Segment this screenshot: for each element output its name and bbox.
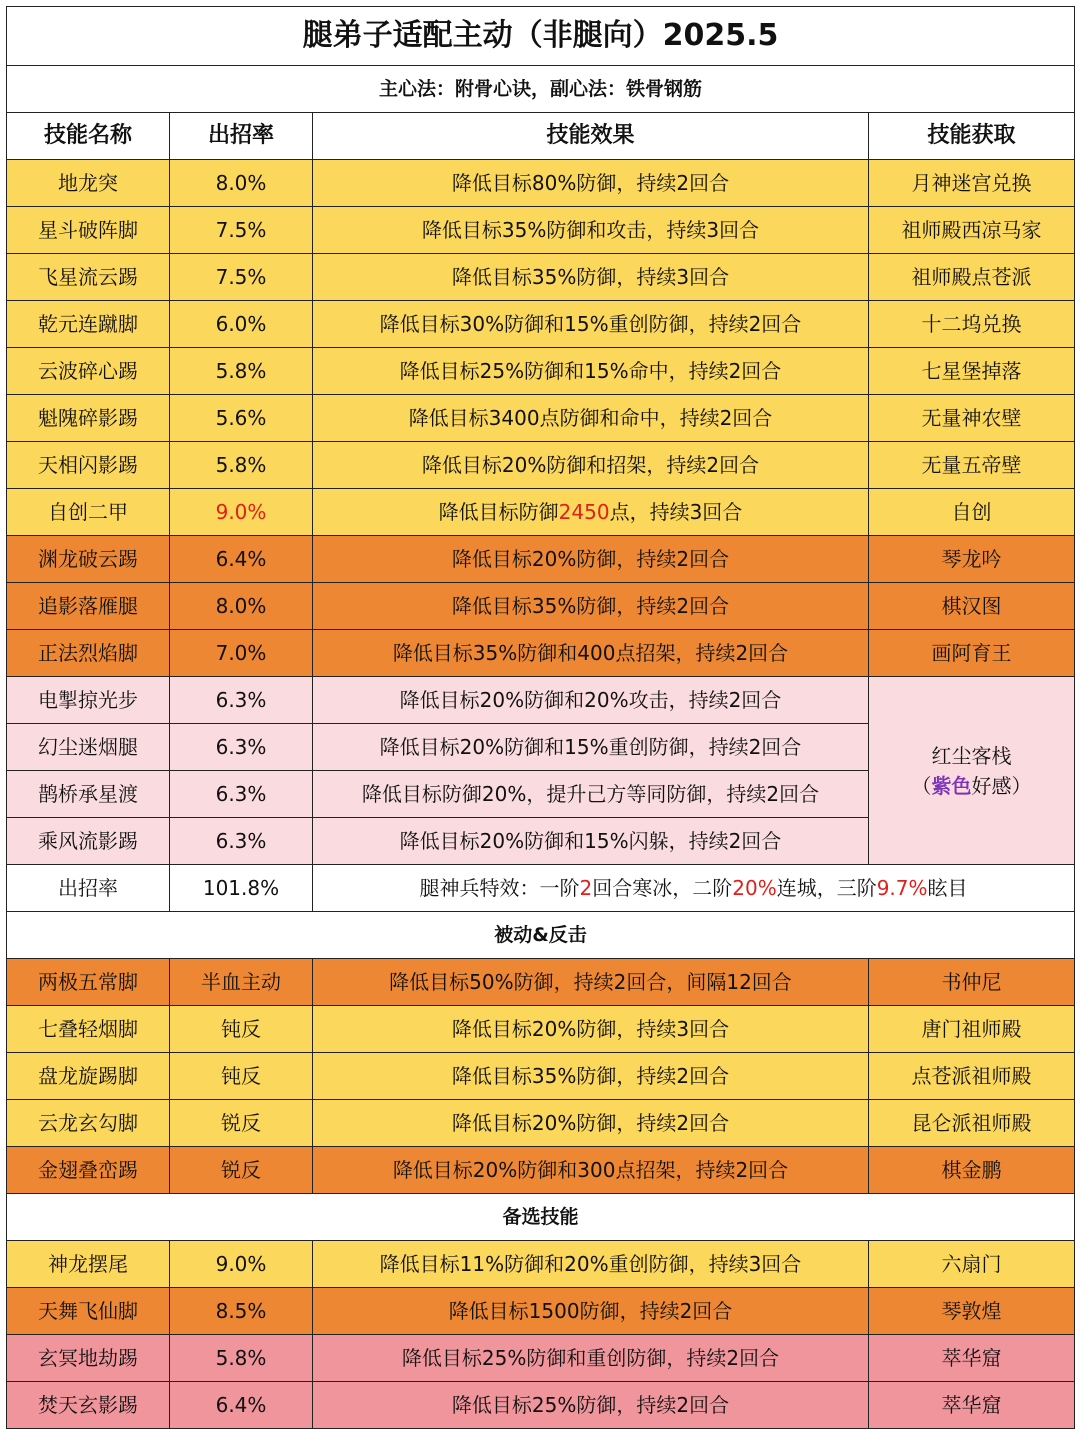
skill-effect: 降低目标35%防御，持续2回合 <box>313 1053 869 1100</box>
table-row <box>7 1147 1075 1194</box>
skill-name: 正法烈焰脚 <box>7 630 170 677</box>
skill-name: 天相闪影踢 <box>7 442 170 489</box>
skill-effect: 降低目标防御20%，提升己方等同防御，持续2回合 <box>313 771 869 818</box>
skill-name: 魁隗碎影踢 <box>7 395 170 442</box>
header-effect: 技能效果 <box>313 113 869 160</box>
source-inn-note: （紫色好感） <box>911 773 1032 798</box>
total-label: 出招率 <box>7 865 170 912</box>
table-row <box>7 536 1075 583</box>
skill-rate: 钝反 <box>170 1006 313 1053</box>
table-row <box>7 348 1075 395</box>
header-source: 技能获取 <box>869 113 1075 160</box>
skill-name: 自创二甲 <box>7 489 170 536</box>
skill-source: 棋金鹏 <box>869 1147 1075 1194</box>
table-row <box>7 207 1075 254</box>
subtitle-row <box>7 66 1075 113</box>
skill-rate: 7.5% <box>170 207 313 254</box>
table-row <box>7 1053 1075 1100</box>
skill-name: 渊龙破云踢 <box>7 536 170 583</box>
skill-table-container <box>6 6 1075 1429</box>
skill-name: 追影落雁腿 <box>7 583 170 630</box>
skill-name: 乘风流影踢 <box>7 818 170 865</box>
table-row <box>7 301 1075 348</box>
header-row <box>7 113 1075 160</box>
skill-source: 六扇门 <box>869 1241 1075 1288</box>
skill-table <box>6 6 1075 1429</box>
skill-source: 祖师殿西凉马家 <box>869 207 1075 254</box>
skill-source: 萃华窟 <box>869 1335 1075 1382</box>
skill-name: 两极五常脚 <box>7 959 170 1006</box>
skill-rate: 8.5% <box>170 1288 313 1335</box>
table-row <box>7 583 1075 630</box>
skill-rate: 钝反 <box>170 1053 313 1100</box>
section-title-passive: 被动&反击 <box>7 912 1075 959</box>
skill-source: 棋汉图 <box>869 583 1075 630</box>
skill-source: 无量神农壁 <box>869 395 1075 442</box>
effect-highlight: 2450 <box>558 500 610 524</box>
skill-name: 神龙摆尾 <box>7 1241 170 1288</box>
skill-rate: 5.6% <box>170 395 313 442</box>
total-row <box>7 865 1075 912</box>
table-row <box>7 1382 1075 1429</box>
mind-method-subtitle: 主心法：附骨心诀，副心法：铁骨钢筋 <box>7 66 1075 113</box>
skill-rate: 6.3% <box>170 724 313 771</box>
skill-rate: 5.8% <box>170 1335 313 1382</box>
skill-source: 萃华窟 <box>869 1382 1075 1429</box>
table-row <box>7 489 1075 536</box>
skill-source: 自创 <box>869 489 1075 536</box>
section-row <box>7 1194 1075 1241</box>
skill-effect: 降低目标35%防御，持续2回合 <box>313 583 869 630</box>
skill-source: 七星堡掉落 <box>869 348 1075 395</box>
skill-rate-highlight: 9.0% <box>170 489 313 536</box>
skill-name: 鹊桥承星渡 <box>7 771 170 818</box>
skill-source: 祖师殿点苍派 <box>869 254 1075 301</box>
skill-effect: 降低目标35%防御和400点招架，持续2回合 <box>313 630 869 677</box>
table-row <box>7 677 1075 724</box>
skill-rate: 7.0% <box>170 630 313 677</box>
skill-name: 天舞飞仙脚 <box>7 1288 170 1335</box>
skill-rate: 锐反 <box>170 1100 313 1147</box>
table-row <box>7 160 1075 207</box>
table-row <box>7 1006 1075 1053</box>
table-row <box>7 1335 1075 1382</box>
skill-effect <box>313 489 869 536</box>
skill-effect: 降低目标20%防御，持续3回合 <box>313 1006 869 1053</box>
skill-effect: 降低目标20%防御和15%重创防御，持续2回合 <box>313 724 869 771</box>
table-row <box>7 442 1075 489</box>
skill-name: 金翅叠峦踢 <box>7 1147 170 1194</box>
skill-effect: 降低目标1500防御，持续2回合 <box>313 1288 869 1335</box>
skill-name: 幻尘迷烟腿 <box>7 724 170 771</box>
skill-effect: 降低目标20%防御和300点招架，持续2回合 <box>313 1147 869 1194</box>
skill-effect: 降低目标35%防御，持续3回合 <box>313 254 869 301</box>
skill-rate: 9.0% <box>170 1241 313 1288</box>
skill-rate: 6.4% <box>170 1382 313 1429</box>
skill-effect: 降低目标20%防御，持续2回合 <box>313 536 869 583</box>
skill-source: 唐门祖师殿 <box>869 1006 1075 1053</box>
skill-rate: 6.0% <box>170 301 313 348</box>
header-rate: 出招率 <box>170 113 313 160</box>
skill-effect: 降低目标25%防御和重创防御，持续2回合 <box>313 1335 869 1382</box>
skill-name: 盘龙旋踢脚 <box>7 1053 170 1100</box>
skill-effect: 降低目标25%防御和15%命中，持续2回合 <box>313 348 869 395</box>
skill-effect: 降低目标35%防御和攻击，持续3回合 <box>313 207 869 254</box>
skill-effect: 降低目标20%防御和20%攻击，持续2回合 <box>313 677 869 724</box>
purple-affinity: 紫色 <box>931 773 972 798</box>
skill-effect: 降低目标80%防御，持续2回合 <box>313 160 869 207</box>
effect-text: 降低目标防御 <box>438 500 559 524</box>
skill-source: 点苍派祖师殿 <box>869 1053 1075 1100</box>
skill-name: 云波碎心踢 <box>7 348 170 395</box>
skill-effect: 降低目标30%防御和15%重创防御，持续2回合 <box>313 301 869 348</box>
table-row <box>7 959 1075 1006</box>
page-title: 腿弟子适配主动（非腿向）2025.5 <box>7 7 1075 66</box>
skill-rate: 5.8% <box>170 348 313 395</box>
skill-name: 地龙突 <box>7 160 170 207</box>
skill-rate: 8.0% <box>170 160 313 207</box>
skill-name: 玄冥地劫踢 <box>7 1335 170 1382</box>
skill-effect: 降低目标11%防御和20%重创防御，持续3回合 <box>313 1241 869 1288</box>
skill-source: 月神迷宫兑换 <box>869 160 1075 207</box>
skill-name: 电掣掠光步 <box>7 677 170 724</box>
skill-source: 画阿育王 <box>869 630 1075 677</box>
skill-name: 焚天玄影踢 <box>7 1382 170 1429</box>
skill-name: 星斗破阵脚 <box>7 207 170 254</box>
section-row <box>7 912 1075 959</box>
skill-source: 琴龙吟 <box>869 536 1075 583</box>
skill-name: 七叠轻烟脚 <box>7 1006 170 1053</box>
skill-source: 书仲尼 <box>869 959 1075 1006</box>
skill-name: 云龙玄勾脚 <box>7 1100 170 1147</box>
total-value: 101.8% <box>170 865 313 912</box>
skill-source: 无量五帝壁 <box>869 442 1075 489</box>
skill-rate: 5.8% <box>170 442 313 489</box>
skill-effect: 降低目标20%防御和招架，持续2回合 <box>313 442 869 489</box>
skill-rate: 8.0% <box>170 583 313 630</box>
section-title-alternate: 备选技能 <box>7 1194 1075 1241</box>
skill-rate: 半血主动 <box>170 959 313 1006</box>
skill-rate: 锐反 <box>170 1147 313 1194</box>
table-row <box>7 630 1075 677</box>
title-row <box>7 7 1075 66</box>
weapon-effect: 腿神兵特效：一阶2回合寒冰，二阶20%连城，三阶9.7%眩目 <box>313 865 1075 912</box>
skill-rate: 6.3% <box>170 818 313 865</box>
skill-rate: 7.5% <box>170 254 313 301</box>
skill-source: 昆仑派祖师殿 <box>869 1100 1075 1147</box>
table-row <box>7 1288 1075 1335</box>
table-row <box>7 395 1075 442</box>
merged-source-inn <box>869 677 1075 865</box>
skill-rate: 6.4% <box>170 536 313 583</box>
skill-name: 飞星流云踢 <box>7 254 170 301</box>
skill-effect: 降低目标50%防御，持续2回合，间隔12回合 <box>313 959 869 1006</box>
skill-effect: 降低目标25%防御，持续2回合 <box>313 1382 869 1429</box>
table-row <box>7 1100 1075 1147</box>
skill-effect: 降低目标3400点防御和命中，持续2回合 <box>313 395 869 442</box>
skill-rate: 6.3% <box>170 677 313 724</box>
skill-effect: 降低目标20%防御，持续2回合 <box>313 1100 869 1147</box>
effect-text: 点，持续3回合 <box>609 500 743 524</box>
source-inn-name: 红尘客栈 <box>931 743 1012 768</box>
skill-rate: 6.3% <box>170 771 313 818</box>
table-row <box>7 1241 1075 1288</box>
header-skill-name: 技能名称 <box>7 113 170 160</box>
skill-effect: 降低目标20%防御和15%闪躲，持续2回合 <box>313 818 869 865</box>
table-row <box>7 254 1075 301</box>
skill-source: 十二坞兑换 <box>869 301 1075 348</box>
skill-source: 琴敦煌 <box>869 1288 1075 1335</box>
skill-name: 乾元连蹴脚 <box>7 301 170 348</box>
